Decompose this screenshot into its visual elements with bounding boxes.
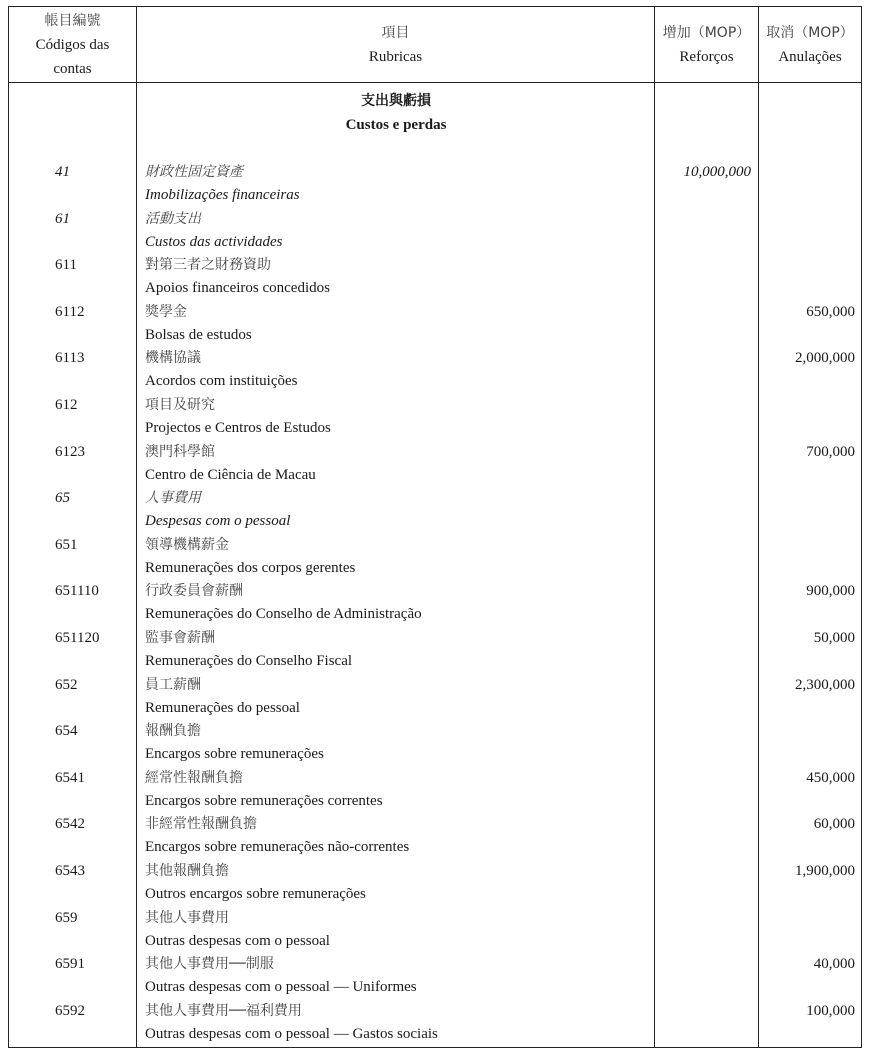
- rubric-zh: 其他人事費用: [145, 909, 229, 926]
- header-codes-pt-1: Códigos das: [35, 37, 110, 53]
- table-row: [9, 672, 863, 719]
- rubric-zh: 機構協議: [145, 350, 201, 367]
- table-row: [9, 811, 863, 858]
- table-row: [9, 905, 863, 952]
- anulacao-amount: 40,000: [813, 956, 855, 973]
- anulacao-amount: 450,000: [806, 769, 855, 786]
- rubric-zh: 獎學金: [145, 303, 187, 320]
- rubric-pt: Centro de Ciência de Macau: [145, 466, 316, 483]
- reforco-amount: 10,000,000: [683, 164, 751, 180]
- account-code: 6113: [55, 350, 85, 367]
- table-row: [9, 392, 863, 439]
- table-row: [9, 718, 863, 765]
- rubric-zh: 人事費用: [145, 490, 201, 507]
- rubric-pt: Encargos sobre remunerações não-correntes: [145, 839, 410, 856]
- account-code: 6112: [55, 303, 85, 320]
- account-code: 651120: [55, 630, 100, 646]
- section-title-pt: Custos e perdas: [345, 117, 447, 133]
- account-code: 6543: [55, 863, 85, 879]
- account-code: 651110: [55, 583, 99, 600]
- rubric-zh: 財政性固定資產: [145, 164, 243, 180]
- anulacao-amount: 100,000: [806, 1002, 855, 1019]
- table-row: [9, 532, 863, 579]
- table-row: [9, 299, 863, 346]
- rubric-pt: Remunerações do pessoal: [145, 699, 300, 716]
- rubric-zh: 非經常性報酬負擔: [145, 816, 257, 833]
- anulacao-amount: 700,000: [806, 443, 855, 460]
- header-codes-pt-2: contas: [53, 61, 92, 77]
- rubric-pt: Remunerações dos corpos gerentes: [145, 559, 356, 576]
- account-code: 61: [55, 210, 70, 227]
- rubric-pt: Outros encargos sobre remunerações: [145, 886, 366, 902]
- account-code: 6542: [55, 816, 85, 833]
- rubric-pt: Outras despesas com o pessoal — Uniformes: [145, 979, 417, 996]
- account-code: 6123: [55, 443, 85, 460]
- header-rubricas-zh: 項目: [381, 25, 410, 41]
- account-code: 41: [55, 164, 70, 180]
- rubric-zh: 經常性報酬負擔: [145, 769, 243, 786]
- anulacao-amount: 50,000: [813, 630, 855, 646]
- header-anulacoes-zh: 取消（MOP）: [766, 25, 854, 41]
- rubric-zh: 對第三者之財務資助: [145, 257, 271, 274]
- rubric-zh: 報酬負擔: [145, 723, 201, 740]
- rubric-pt: Projectos e Centros de Estudos: [145, 420, 331, 436]
- account-code: 65: [55, 490, 70, 507]
- account-code: 6592: [55, 1002, 85, 1019]
- rubric-zh: 其他人事費用──制服: [145, 956, 274, 973]
- table-row: [9, 578, 863, 625]
- section-title-zh: 支出與虧損: [361, 93, 431, 109]
- rubric-zh: 領導機構薪金: [145, 536, 229, 553]
- section-title: [136, 89, 656, 137]
- anulacao-amount: 1,900,000: [795, 863, 855, 879]
- anulacao-amount: 60,000: [813, 816, 855, 833]
- rubric-zh: 監事會薪酬: [145, 630, 215, 646]
- rubric-pt: Remunerações do Conselho Fiscal: [145, 653, 353, 669]
- rubric-pt: Despesas com o pessoal: [145, 513, 291, 530]
- rubric-pt: Acordos com instituições: [145, 373, 298, 390]
- header-anulacoes: [759, 7, 861, 83]
- rubric-zh: 其他報酬負擔: [145, 863, 229, 879]
- table-row: [9, 252, 863, 299]
- rubric-pt: Outras despesas com o pessoal — Gastos sociais: [145, 1025, 438, 1042]
- table-row: [9, 998, 863, 1045]
- table-row: [9, 485, 863, 532]
- table-row: [9, 951, 863, 998]
- rubric-pt: Remunerações do Conselho de Administração: [145, 606, 422, 623]
- rubric-zh: 行政委員會薪酬: [145, 583, 243, 600]
- header-anulacoes-pt: Anulações: [778, 49, 842, 65]
- rubric-pt: Imobilizações financeiras: [145, 187, 300, 203]
- table-row: [9, 345, 863, 392]
- rubric-zh: 澳門科學館: [145, 443, 215, 460]
- header-rubricas: [137, 7, 654, 83]
- anulacao-amount: 900,000: [806, 583, 855, 600]
- budget-table: [8, 6, 862, 1048]
- account-code: 611: [55, 257, 77, 274]
- anulacao-amount: 650,000: [806, 303, 855, 320]
- header-reforcos-pt: Reforços: [679, 49, 734, 65]
- rubric-pt: Encargos sobre remunerações correntes: [145, 792, 383, 809]
- rubric-pt: Custos das actividades: [145, 233, 283, 250]
- header-reforcos: [655, 7, 758, 83]
- account-code: 651: [55, 536, 78, 553]
- rubric-zh: 其他人事費用──福利費用: [145, 1002, 302, 1019]
- rubric-pt: Encargos sobre remunerações: [145, 746, 324, 763]
- header-reforcos-zh: 增加（MOP）: [662, 25, 751, 41]
- table-row: [9, 625, 863, 672]
- table-row: [9, 858, 863, 905]
- table-row: [9, 439, 863, 486]
- rubric-zh: 活動支出: [145, 210, 201, 227]
- account-code: 659: [55, 909, 78, 926]
- account-code: 654: [55, 723, 78, 740]
- rubric-pt: Apoios financeiros concedidos: [145, 280, 330, 297]
- table-row: [9, 765, 863, 812]
- table-row: [9, 159, 863, 206]
- header-codes-zh: 帳目編號: [44, 13, 101, 29]
- header-codes: [9, 7, 136, 83]
- account-code: 612: [55, 397, 78, 413]
- account-code: 6591: [55, 956, 85, 973]
- rubric-pt: Outras despesas com o pessoal: [145, 932, 330, 949]
- account-code: 6541: [55, 769, 85, 786]
- account-code: 652: [55, 676, 78, 693]
- anulacao-amount: 2,000,000: [795, 350, 855, 367]
- rubric-zh: 項目及研究: [145, 397, 215, 413]
- rubric-pt: Bolsas de estudos: [145, 326, 252, 343]
- anulacao-amount: 2,300,000: [795, 676, 855, 693]
- rubric-zh: 員工薪酬: [145, 676, 201, 693]
- table-row: [9, 206, 863, 253]
- header-rubricas-pt: Rubricas: [368, 49, 423, 65]
